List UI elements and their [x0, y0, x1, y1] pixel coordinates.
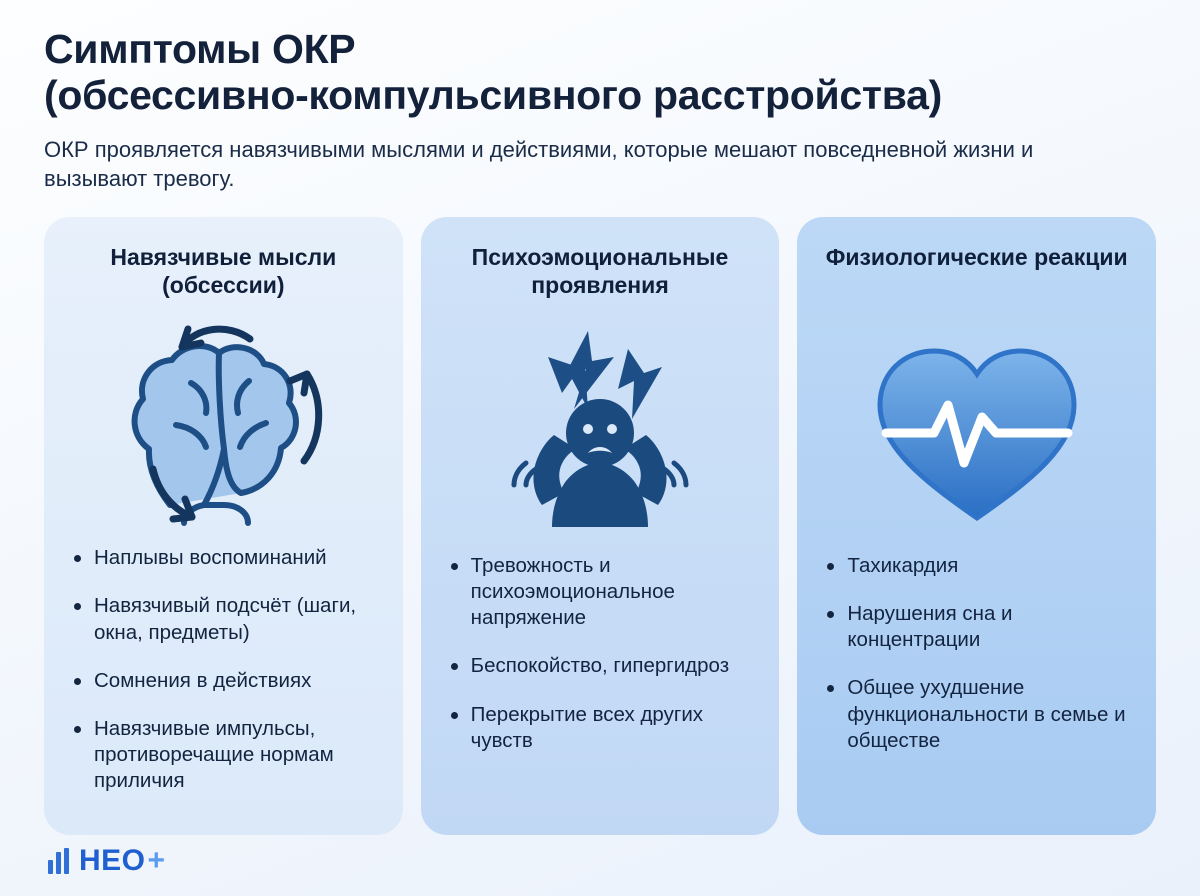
list-item: Перекрытие всех других чувств: [449, 702, 752, 754]
card-title: Физиологические реакции: [825, 243, 1128, 270]
page-title: [44, 26, 1156, 119]
logo-plus: +: [147, 844, 166, 877]
list-item: Навязчивые импульсы, противоречащие нормам приличия: [72, 716, 375, 795]
card-icon-area: [447, 303, 754, 553]
card-bullet-list: [823, 553, 1130, 817]
card-title: Психоэмоциональные проявления: [471, 243, 729, 299]
page-title-line2: (обсессивно-компульсивного расстройства): [44, 72, 942, 119]
list-item: Тревожность и психоэмоциональное напряжение: [449, 553, 752, 632]
list-item: Наплывы воспоминаний: [72, 545, 375, 571]
card-obsessive-thoughts: [44, 217, 403, 835]
card-title: Навязчивые мысли (обсессии): [110, 243, 337, 299]
card-bullet-list: [447, 553, 754, 817]
card-psychoemotional: [421, 217, 780, 835]
card-icon-area: [823, 303, 1130, 553]
list-item: Нарушения сна и концентрации: [825, 601, 1128, 653]
logo-bars-icon: [48, 848, 72, 874]
card-icon-area: [70, 303, 377, 545]
card-physiological: [797, 217, 1156, 835]
stressed-person-icon: [470, 313, 730, 543]
list-item: Общее ухудшение функциональности в семье и обществе: [825, 675, 1128, 754]
list-item: Сомнения в действиях: [72, 668, 375, 694]
brain-icon: [98, 309, 348, 539]
brand-logo: [48, 844, 166, 878]
page-title-line1: Симптомы ОКР: [44, 26, 356, 72]
list-item: Навязчивый подсчёт (шаги, окна, предметы): [72, 593, 375, 645]
logo-text: НЕО: [79, 844, 146, 877]
list-item: Беспокойство, гипергидроз: [449, 653, 752, 679]
cards-container: [44, 217, 1156, 835]
list-item: Тахикардия: [825, 553, 1128, 579]
card-bullet-list: [70, 545, 377, 817]
page-subtitle: ОКР проявляется навязчивыми мыслями и действиями, которые мешают повседневной жизни и вызывают тревогу.: [44, 136, 1034, 191]
heart-pulse-icon: [852, 313, 1102, 543]
